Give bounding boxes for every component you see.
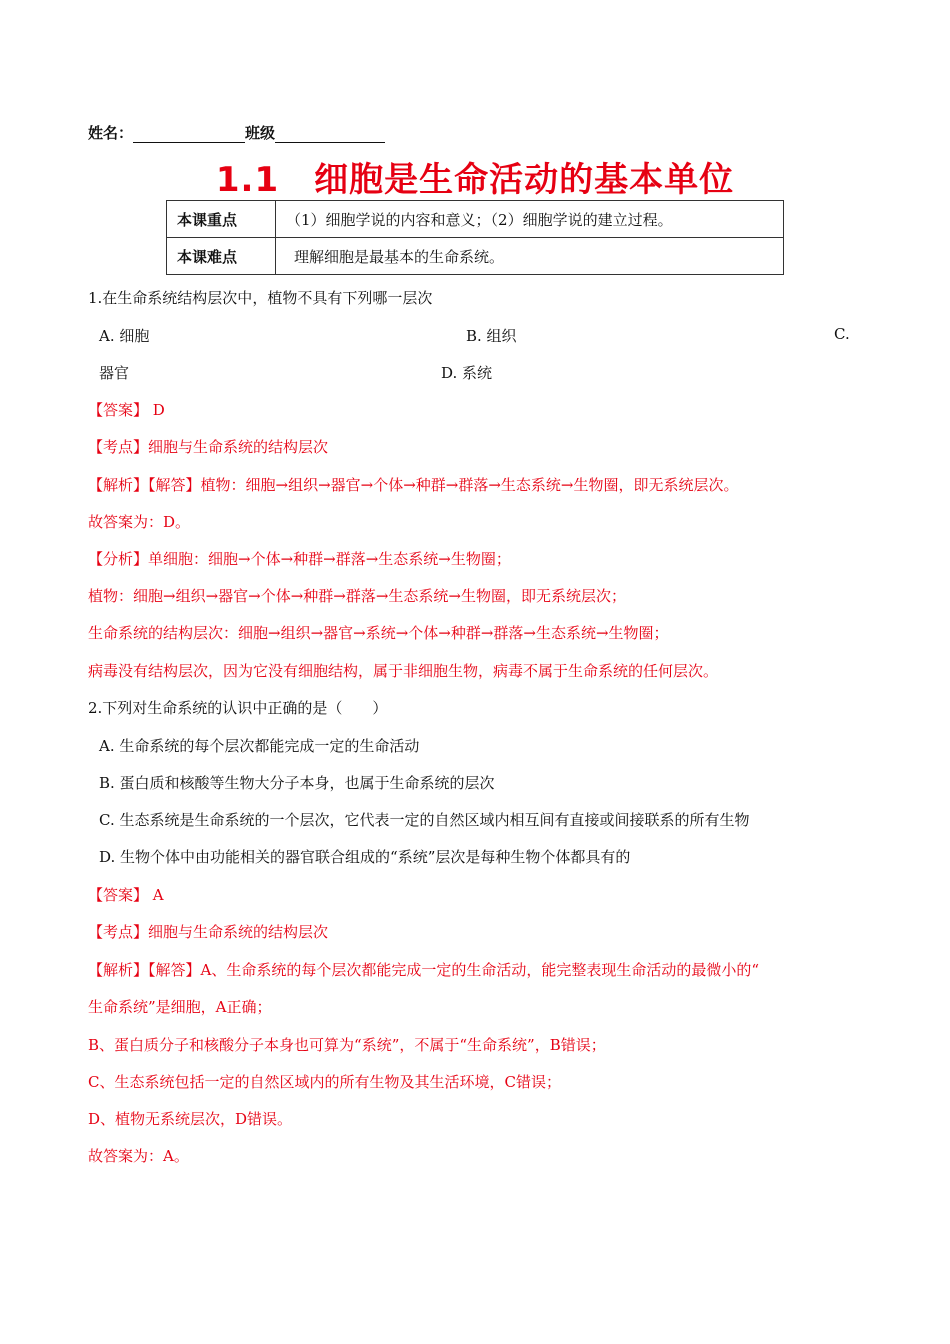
q2-answer: 【答案】 A <box>88 886 164 904</box>
class-label: 班级 <box>245 124 276 142</box>
table-row <box>167 238 784 275</box>
q1-jiexi: 【解析】【解答】植物：细胞→组织→器官→个体→种群→群落→生态系统→生物圈，即无系统层次。 <box>88 476 739 494</box>
q2-jiexi-4: C、生态系统包括一定的自然区域内的所有生物及其生活环境，C错误； <box>88 1073 561 1091</box>
q1-option-b: B. 组织 <box>466 327 517 345</box>
difficulty-value: 理解细胞是最基本的生命系统。 <box>276 238 784 275</box>
q1-final-answer: 故答案为：D。 <box>88 513 191 531</box>
q1-option-d: D. 系统 <box>441 364 493 382</box>
q2-option-a: A. 生命系统的每个层次都能完成一定的生命活动 <box>99 737 420 755</box>
q1-option-c-text: 器官 <box>99 364 130 382</box>
table-row <box>167 201 784 238</box>
q1-option-c-prefix: C. <box>834 325 850 343</box>
name-label: 姓名： <box>88 124 134 142</box>
key-points-table <box>166 200 784 275</box>
q1-kaodian: 【考点】细胞与生命系统的结构层次 <box>88 438 329 456</box>
q2-jiexi-2: 生命系统”是细胞，A正确； <box>88 998 272 1016</box>
name-blank <box>133 126 245 143</box>
q1-stem: 1.在生命系统结构层次中，植物不具有下列哪一层次 <box>88 289 433 307</box>
q2-option-c: C. 生态系统是生命系统的一个层次，它代表一定的自然区域内相互间有直接或间接联系的所有生物 <box>99 811 750 829</box>
q2-stem: 2.下列对生命系统的认识中正确的是（ ） <box>88 699 388 717</box>
q1-fenxi-3: 生命系统的结构层次：细胞→组织→器官→系统→个体→种群→群落→生态系统→生物圈； <box>88 624 669 642</box>
key-label: 本课重点 <box>167 201 276 238</box>
q1-fenxi-4: 病毒没有结构层次，因为它没有细胞结构，属于非细胞生物，病毒不属于生命系统的任何层次。 <box>88 662 719 680</box>
difficulty-label: 本课难点 <box>167 238 276 275</box>
q2-jiexi-1: 【解析】【解答】A、生命系统的每个层次都能完成一定的生命活动，能完整表现生命活动的最微小的“ <box>88 961 760 979</box>
q2-option-b: B. 蛋白质和核酸等生物大分子本身，也属于生命系统的层次 <box>99 774 495 792</box>
q1-answer: 【答案】 D <box>88 401 165 419</box>
q1-option-a: A. 细胞 <box>99 327 150 345</box>
q1-fenxi-2: 植物：细胞→组织→器官→个体→种群→群落→生态系统→生物圈，即无系统层次； <box>88 587 626 605</box>
page-title: 1.1 细胞是生命活动的基本单位 <box>215 160 735 200</box>
q1-fenxi-1: 【分析】单细胞：细胞→个体→种群→群落→生态系统→生物圈； <box>88 550 511 568</box>
q2-jiexi-5: D、植物无系统层次，D错误。 <box>88 1110 293 1128</box>
q2-final-answer: 故答案为：A。 <box>88 1147 189 1165</box>
key-value: （1）细胞学说的内容和意义；（2）细胞学说的建立过程。 <box>276 201 784 238</box>
name-class-line <box>88 122 385 143</box>
class-blank <box>275 126 385 143</box>
q2-jiexi-3: B、蛋白质分子和核酸分子本身也可算为“系统”，不属于“生命系统”，B错误； <box>88 1036 606 1054</box>
q2-option-d: D. 生物个体中由功能相关的器官联合组成的“系统”层次是每种生物个体都具有的 <box>99 848 631 866</box>
q2-kaodian: 【考点】细胞与生命系统的结构层次 <box>88 923 329 941</box>
